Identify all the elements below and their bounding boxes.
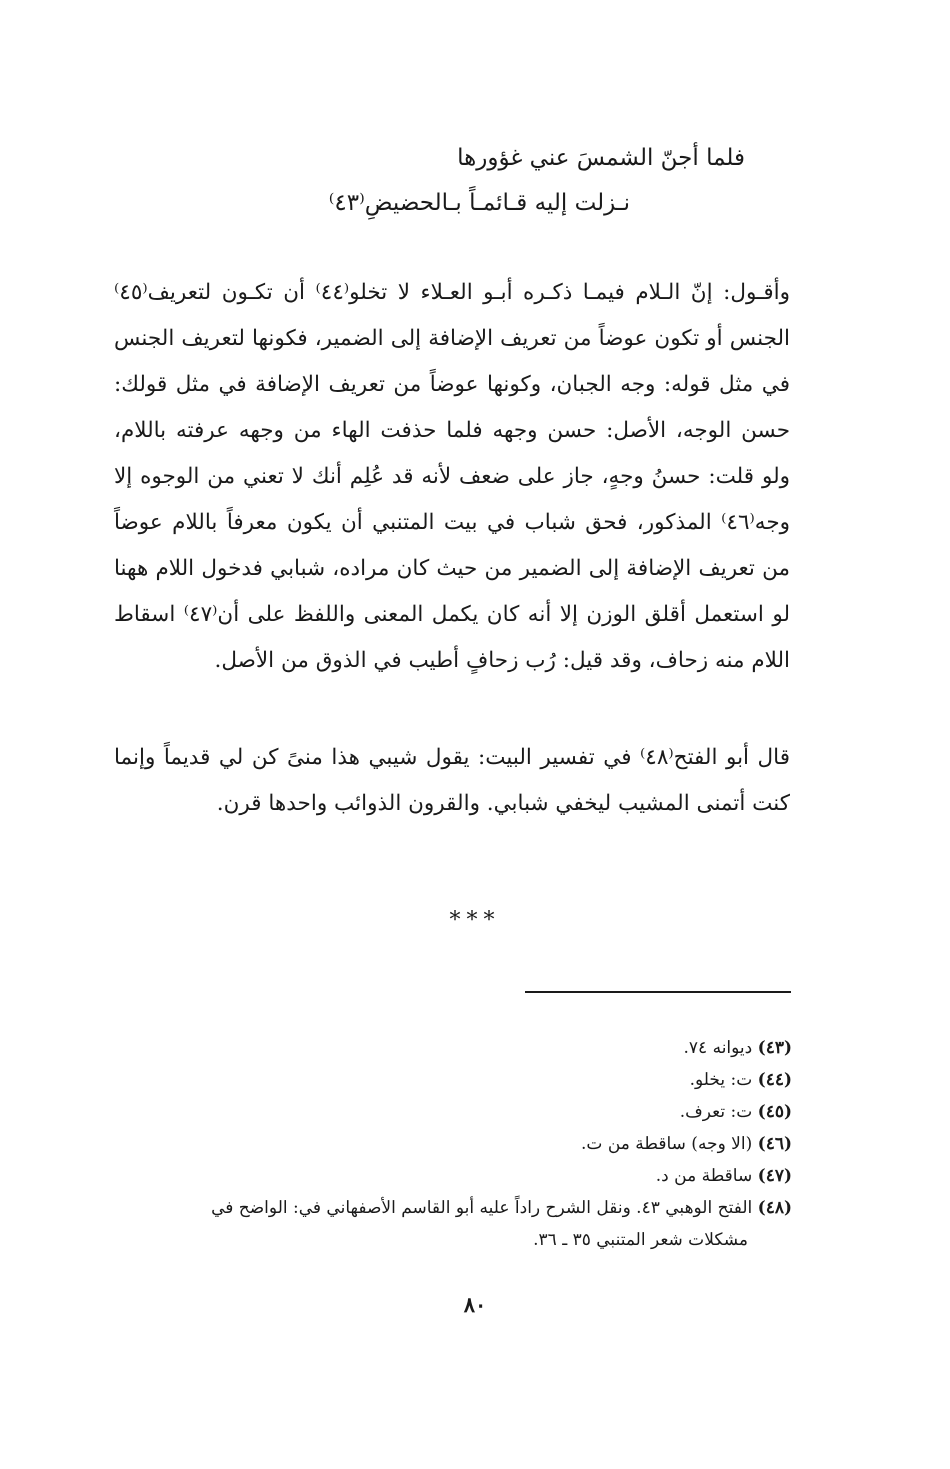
footnote-number: (٤٥) [757,1102,792,1122]
footnotes [112,1032,792,1256]
verse-line-1: فلما أجنّ الشمسَ عني غؤورها [457,145,745,171]
section-separator: *** [449,908,501,933]
footnote-number: (٤٦) [757,1134,792,1154]
footnote-46 [112,1128,792,1160]
footnote-45 [112,1096,792,1128]
footnote-text: ت: تعرف. [679,1102,753,1122]
body-paragraph-1: وأقـول: إنّ الـلام فيمـا ذكـره أبـو العـلاء لا تخلو⁽٤٤⁾ أن تكـون لتعريف⁽٤٥⁾ الجنس أو تكون عوضاً من تعريف الإضافة إلى الضمير، فكونها لتعريف الجنس في مثل قوله: وجه الجبان، وكونها عوضاً من تعريف الإضافة في مثل قولك: حسن الوجه، الأصل: حسن وجهه فلما حذفت الهاء من وجهه عرفته باللام، ولو قلت: حسنُ وجهٍ، جاز على ضعف لأنه قد عُلِم أنك لا تعني من الوجوه إلا وجه⁽٤٦⁾ المذكور، فحق شباب في بيت المتنبي أن يكون معرفاً باللام عوضاً من تعريف الإضافة إلى الضمير من حيث كان مراده، شبابي فدخول اللام ههنا لو استعمل أقلق الوزن إلا أنه كان يكمل المعنى واللفظ على أن⁽٤٧⁾ اسقاط اللام منه زحاف، وقد قيل: رُب زحافٍ أطيب في الذوق من الأصل. [114,280,790,673]
footnote-text: الفتح الوهبي ٤٣. ونقل الشرح راداً عليه أبو القاسم الأصفهاني في: الواضح في [211,1198,753,1218]
body-paragraph-2: قال أبو الفتح⁽٤٨⁾ في تفسير البيت: يقول شيبي هذا منىً كن لي قديماً وإنما كنت أتمنى المشيب ليخفي شبابي. والقرون الذوائب واحدها قرن. [114,745,790,816]
footnote-text: ت: يخلو. [689,1070,753,1090]
footnote-43 [112,1032,792,1064]
footnote-48 [112,1192,792,1224]
footnote-47 [112,1160,792,1192]
footnote-number: (٤٣) [757,1038,792,1058]
verse-line-2: نـزلت إليه قـائمـاً بـالحضيضِ⁽٤٣⁾ [328,190,630,216]
footnote-text: (الا وجه) ساقطة من ت. [581,1134,753,1154]
footnote-number: (٤٧) [757,1166,792,1186]
footnote-number: (٤٨) [757,1198,792,1218]
footnote-text: ساقطة من د. [655,1166,753,1186]
page-number: ٨٠ [463,1292,487,1317]
footnote-48-continuation: مشكلات شعر المتنبي ٣٥ ـ ٣٦. [533,1230,748,1250]
footnote-number: (٤٤) [757,1070,792,1090]
footnote-44 [112,1064,792,1096]
footnote-text: ديوانه ٧٤. [683,1038,753,1058]
footnote-rule [525,991,791,993]
